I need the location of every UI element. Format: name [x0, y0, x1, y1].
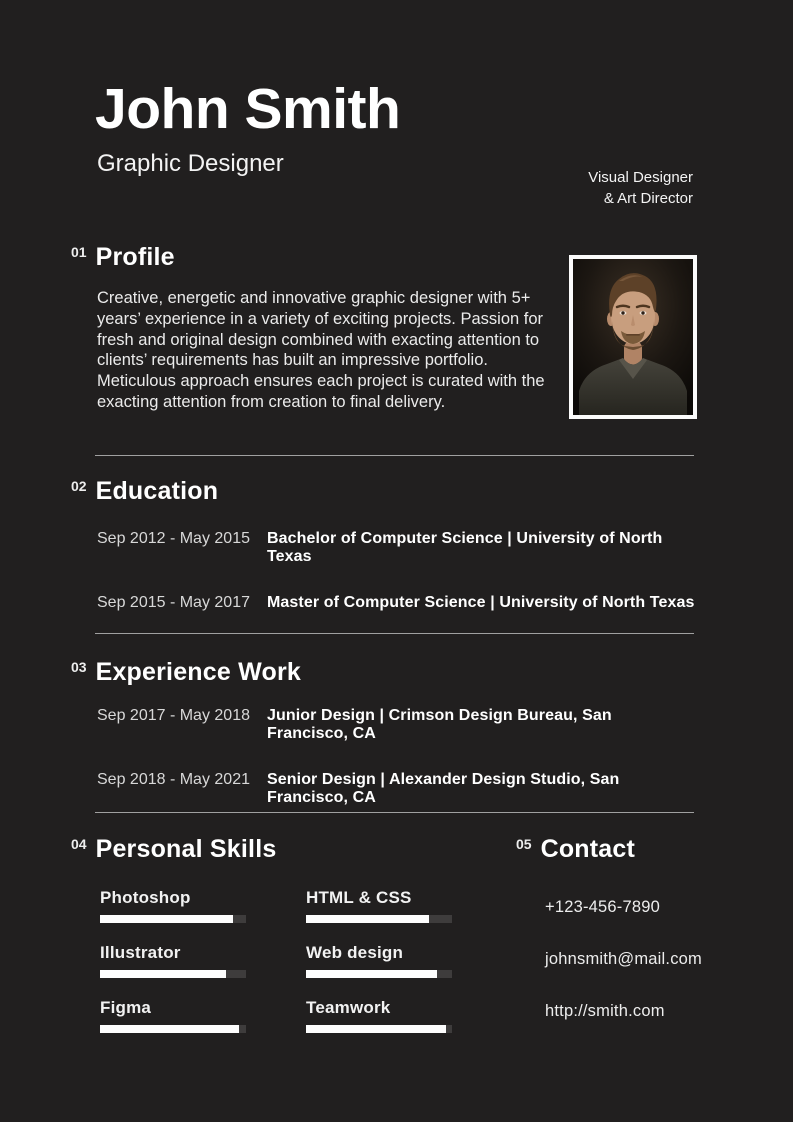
portrait-illustration [573, 259, 693, 415]
section-number: 02 [71, 478, 87, 494]
profile-summary-text: Creative, energetic and innovative graphic designer with 5+ years’ experience in a variety of exciting projects. Passion for fresh and original design combined with exacting attention to clients’ requirements has built an impressive portfolio. Meticulous approach ensures each project is curated with the exacting attention from creation to final delivery. [97, 289, 545, 411]
section-title-skills: Personal Skills [95, 835, 277, 863]
section-header-contact [516, 837, 635, 862]
contact-phone[interactable]: +123-456-7890 [545, 898, 660, 916]
timeline-row [97, 530, 697, 566]
skill-label: Web design [306, 943, 404, 962]
row-dates: Sep 2018 - May 2021 [97, 771, 250, 788]
role-line-2: & Art Director [603, 190, 693, 207]
person-role-tagline [588, 167, 693, 209]
section-number: 01 [71, 244, 87, 260]
skill-item [100, 998, 246, 1033]
skill-item [100, 943, 246, 978]
timeline-row [97, 707, 697, 743]
section-header-skills [71, 837, 276, 862]
row-dates: Sep 2015 - May 2017 [97, 594, 250, 611]
timeline-row [97, 594, 697, 612]
section-title-contact: Contact [540, 835, 636, 863]
skill-bar-fill [100, 1025, 239, 1033]
contact-list [545, 898, 702, 1054]
row-description: Master of Computer Science | University of North Texas [267, 594, 695, 611]
portrait-photo [569, 255, 697, 419]
row-description: Senior Design | Alexander Design Studio, San Francisco, CA [267, 771, 620, 806]
skill-bar-track [306, 1025, 452, 1033]
person-name: John Smith [95, 77, 401, 141]
role-line-1: Visual Designer [588, 169, 693, 186]
skills-column [100, 888, 246, 1053]
experience-list [97, 707, 697, 807]
skills-grid [100, 888, 452, 1053]
section-header-education [71, 479, 218, 504]
row-description: Junior Design | Crimson Design Bureau, San Francisco, CA [267, 707, 612, 742]
section-header-experience [71, 660, 301, 685]
section-title-experience: Experience Work [95, 658, 301, 686]
skills-column [306, 888, 452, 1053]
divider [95, 633, 694, 634]
contact-email[interactable]: johnsmith@mail.com [545, 950, 702, 968]
row-dates: Sep 2012 - May 2015 [97, 530, 250, 547]
person-job-title: Graphic Designer [97, 150, 284, 177]
timeline-row [97, 771, 697, 807]
skill-bar-fill [306, 970, 437, 978]
skill-bar-track [100, 1025, 246, 1033]
skill-bar-fill [306, 915, 429, 923]
section-number: 03 [71, 659, 87, 675]
skill-bar-track [100, 970, 246, 978]
skill-item [100, 888, 246, 923]
skill-label: Figma [100, 998, 152, 1017]
divider [95, 812, 694, 813]
skill-label: Photoshop [100, 888, 191, 907]
divider [95, 455, 694, 456]
skill-label: Illustrator [100, 943, 181, 962]
skill-bar-track [306, 915, 452, 923]
education-list [97, 530, 697, 612]
row-description: Bachelor of Computer Science | University of North Texas [267, 530, 663, 565]
skill-label: Teamwork [306, 998, 391, 1017]
skill-item [306, 888, 452, 923]
section-title-education: Education [95, 477, 219, 505]
section-header-profile [71, 245, 175, 270]
contact-website[interactable]: http://smith.com [545, 1002, 665, 1020]
skill-bar-fill [100, 915, 233, 923]
section-title-profile: Profile [95, 243, 175, 271]
skill-bar-track [306, 970, 452, 978]
skill-label: HTML & CSS [306, 888, 412, 907]
skill-bar-fill [100, 970, 226, 978]
row-dates: Sep 2017 - May 2018 [97, 707, 250, 724]
skill-bar-track [100, 915, 246, 923]
skill-item [306, 998, 452, 1033]
skill-bar-fill [306, 1025, 446, 1033]
section-number: 05 [516, 836, 532, 852]
section-number: 04 [71, 836, 87, 852]
skill-item [306, 943, 452, 978]
